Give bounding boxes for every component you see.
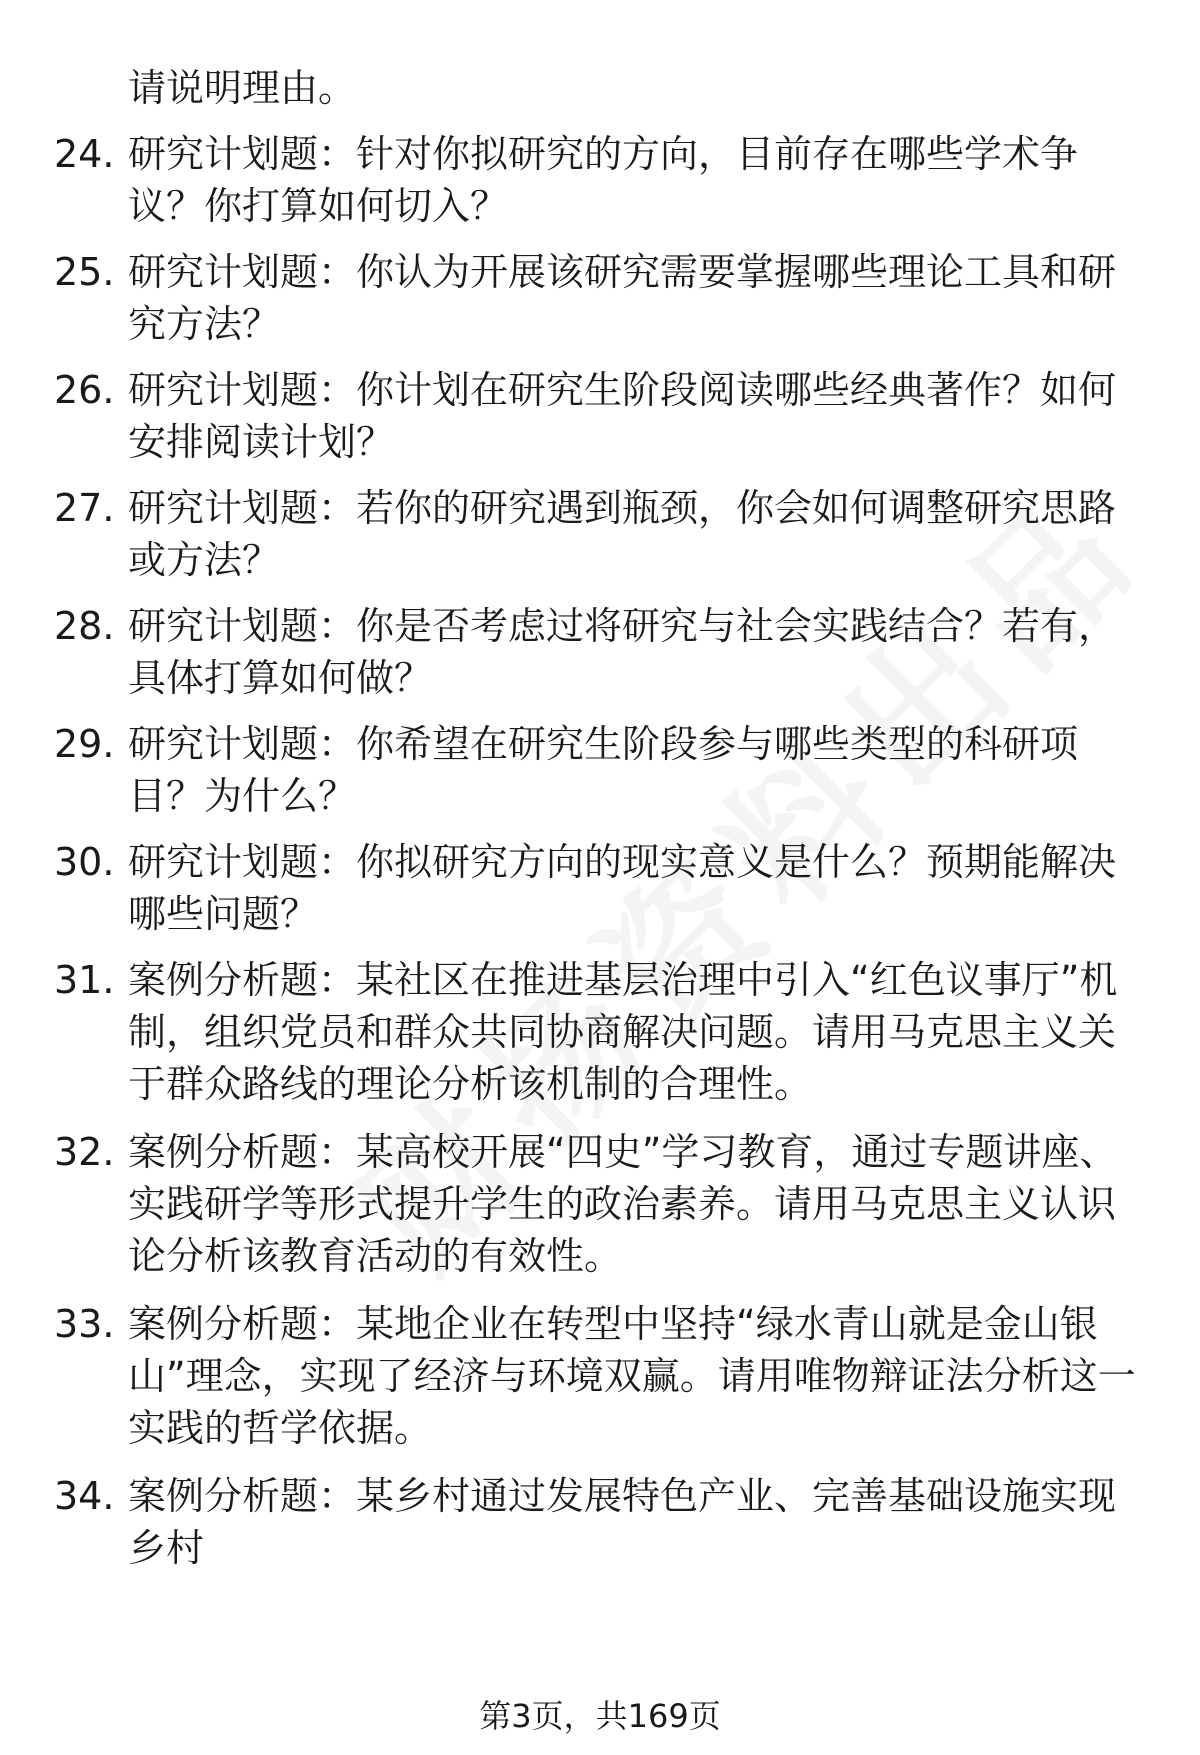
question-item — [54, 1470, 1144, 1574]
continuation-line — [54, 62, 1144, 114]
question-number: 26. — [54, 368, 115, 412]
question-item — [54, 364, 1144, 468]
question-text: 研究计划题：你计划在研究生阶段阅读哪些经典著作？如何安排阅读计划？ — [128, 368, 1117, 464]
question-number: 33. — [54, 1302, 115, 1346]
question-text: 研究计划题：针对你拟研究的方向，目前存在哪些学术争议？你打算如何切入？ — [128, 132, 1079, 228]
question-item — [54, 1298, 1144, 1454]
question-item — [54, 836, 1144, 940]
question-number: 32. — [54, 1130, 115, 1174]
question-number: 34. — [54, 1474, 115, 1518]
question-number: 31. — [54, 958, 115, 1002]
question-number: 25. — [54, 250, 115, 294]
question-text: 案例分析题：某地企业在转型中坚持“绿水青山就是金山银山”理念，实现了经济与环境双赢。请用唯物辩证法分析这一实践的哲学依据。 — [128, 1302, 1136, 1450]
question-item — [54, 482, 1144, 586]
page-footer: 第3页，共169页 — [479, 1697, 721, 1735]
question-item — [54, 128, 1144, 232]
question-number: 29. — [54, 722, 115, 766]
question-number: 27. — [54, 486, 115, 530]
question-item — [54, 954, 1144, 1110]
question-text: 研究计划题：若你的研究遇到瓶颈，你会如何调整研究思路或方法？ — [128, 486, 1117, 582]
question-text: 案例分析题：某乡村通过发展特色产业、完善基础设施实现乡村 — [128, 1474, 1117, 1570]
question-item — [54, 246, 1144, 350]
question-text: 研究计划题：你拟研究方向的现实意义是什么？预期能解决哪些问题？ — [128, 840, 1117, 936]
question-number: 30. — [54, 840, 115, 884]
question-item — [54, 1126, 1144, 1282]
question-text: 案例分析题：某高校开展“四史”学习教育，通过专题讲座、实践研学等形式提升学生的政治素养。请用马克思主义认识论分析该教育活动的有效性。 — [128, 1130, 1118, 1278]
question-item — [54, 718, 1144, 822]
question-item — [54, 600, 1144, 704]
question-text: 研究计划题：你希望在研究生阶段参与哪些类型的科研项目？为什么？ — [128, 722, 1079, 818]
question-text: 研究计划题：你认为开展该研究需要掌握哪些理论工具和研究方法？ — [128, 250, 1117, 346]
question-text: 研究计划题：你是否考虑过将研究与社会实践结合？若有，具体打算如何做？ — [128, 604, 1117, 700]
question-text: 案例分析题：某社区在推进基层治理中引入“红色议事厅”机制，组织党员和群众共同协商解决问题。请用马克思主义关于群众路线的理论分析该机制的合理性。 — [128, 958, 1118, 1106]
question-number: 28. — [54, 604, 115, 648]
continuation-text: 请说明理由。 — [128, 66, 357, 110]
question-number: 24. — [54, 132, 115, 176]
